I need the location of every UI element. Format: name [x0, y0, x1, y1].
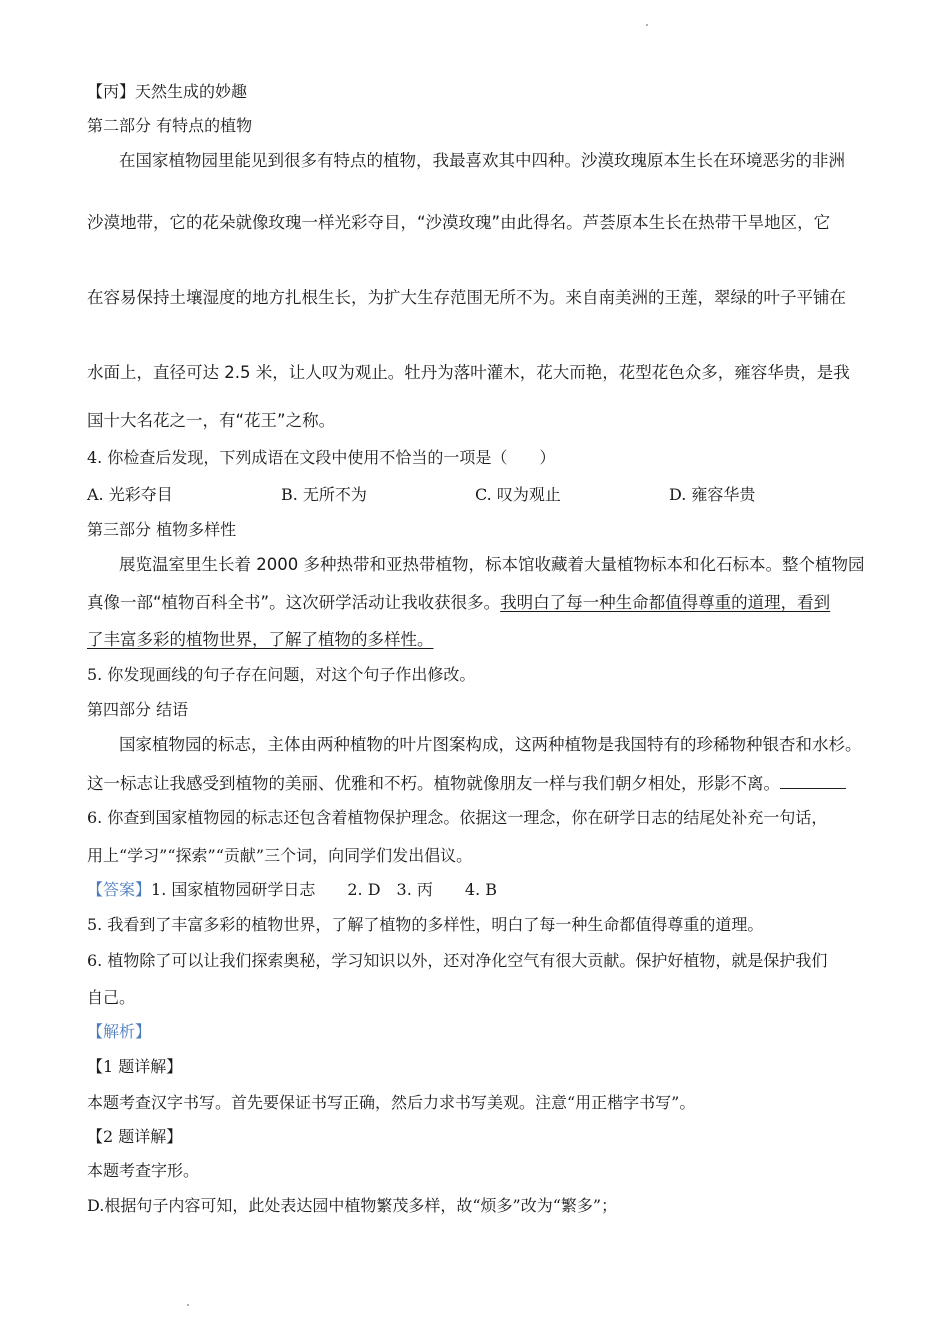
answer-line-4: 自己。 [87, 988, 136, 1007]
q4-stem: 4. 你检查后发现，下列成语在文段中使用不恰当的一项是（ ） [87, 448, 556, 467]
part4-line-2-text: 这一标志让我感受到植物的美丽、优雅和不朽。植物就像朋友一样与我们朝夕相处，形影不离。 [87, 774, 780, 793]
part4-line-1: 国家植物园的标志，主体由两种植物的叶片图案构成，这两种植物是我国特有的珍稀物种银杏和水杉。 [119, 735, 862, 754]
q4-option-a: A. 光彩夺目 [87, 485, 173, 504]
part3-line-2 [87, 592, 830, 614]
bottom-dot-mark [187, 1304, 189, 1306]
answer-line-3: 6. 植物除了可以让我们探索奥秘，学习知识以外，还对净化空气有很大贡献。保护好植物，就是保护我们 [87, 951, 828, 970]
part2-line-2: 沙漠地带，它的花朵就像玫瑰一样光彩夺目，“沙漠玫瑰”由此得名。芦荟原本生长在热带干旱地区，它 [87, 213, 831, 232]
underlined-sentence-part-2: 了丰富多彩的植物世界，了解了植物的多样性。 [87, 630, 434, 649]
analysis-label: 【解析】 [87, 1022, 152, 1041]
top-dot-mark [646, 24, 648, 26]
q4-option-c: C. 叹为观止 [475, 485, 561, 504]
q4-option-d: D. 雍容华贵 [669, 485, 756, 504]
part4-title: 第四部分 结语 [87, 700, 189, 719]
part4-line-2 [87, 772, 846, 795]
q2-detail-d: D.根据句子内容可知，此处表达园中植物繁茂多样，故“烦多”改为“繁多”； [87, 1196, 618, 1215]
part2-line-5: 国十大名花之一，有“花王”之称。 [87, 411, 336, 430]
q6-line-1: 6. 你查到国家植物园的标志还包含着植物保护理念。依据这一理念，你在研学日志的结尾处补充一句话， [87, 808, 828, 827]
answer-line-1 [87, 879, 497, 901]
q1-detail-title: 【1 题详解】 [87, 1057, 183, 1076]
answer-blank [780, 772, 846, 789]
q5-stem: 5. 你发现画线的句子存在问题，对这个句子作出修改。 [87, 665, 476, 684]
q1-detail-text: 本题考查汉字书写。首先要保证书写正确，然后力求书写美观。注意“用正楷字书写”。 [87, 1093, 696, 1112]
section-bing-header: 【丙】天然生成的妙趣 [87, 82, 248, 101]
part2-line-3: 在容易保持土壤湿度的地方扎根生长，为扩大生存范围无所不为。来自南美洲的王莲，翠绿的叶子平铺在 [87, 288, 846, 307]
part3-line-2-plain: 真像一部“植物百科全书”。这次研学活动让我收获很多。 [87, 593, 501, 612]
answer-line-2: 5. 我看到了丰富多彩的植物世界，了解了植物的多样性，明白了每一种生命都值得尊重的道理。 [87, 915, 764, 934]
q2-detail-text: 本题考查字形。 [87, 1161, 200, 1180]
part2-line-1: 在国家植物园里能见到很多有特点的植物，我最喜欢其中四种。沙漠玫瑰原本生长在环境恶劣的非洲 [119, 151, 845, 170]
answer-label: 【答案】 [87, 880, 152, 899]
q2-detail-title: 【2 题详解】 [87, 1127, 183, 1146]
part3-line-1: 展览温室里生长着 2000 多种热带和亚热带植物，标本馆收藏着大量植物标本和化石标本。整个植物园 [119, 555, 865, 574]
part2-line-4: 水面上，直径可达 2.5 米，让人叹为观止。牡丹为落叶灌木，花大而艳，花型花色众多，雍容华贵，是我 [87, 363, 850, 382]
answer-line-1-text: 1. 国家植物园研学日志 2. D 3. 丙 4. B [151, 880, 498, 899]
q6-line-2: 用上“学习”“探索”“贡献”三个词，向同学们发出倡议。 [87, 846, 473, 865]
part3-title: 第三部分 植物多样性 [87, 520, 237, 539]
part2-title: 第二部分 有特点的植物 [87, 116, 253, 135]
underlined-sentence-part-1: 我明白了每一种生命都值得尊重的道理，看到 [500, 593, 831, 612]
q4-option-b: B. 无所不为 [281, 485, 367, 504]
